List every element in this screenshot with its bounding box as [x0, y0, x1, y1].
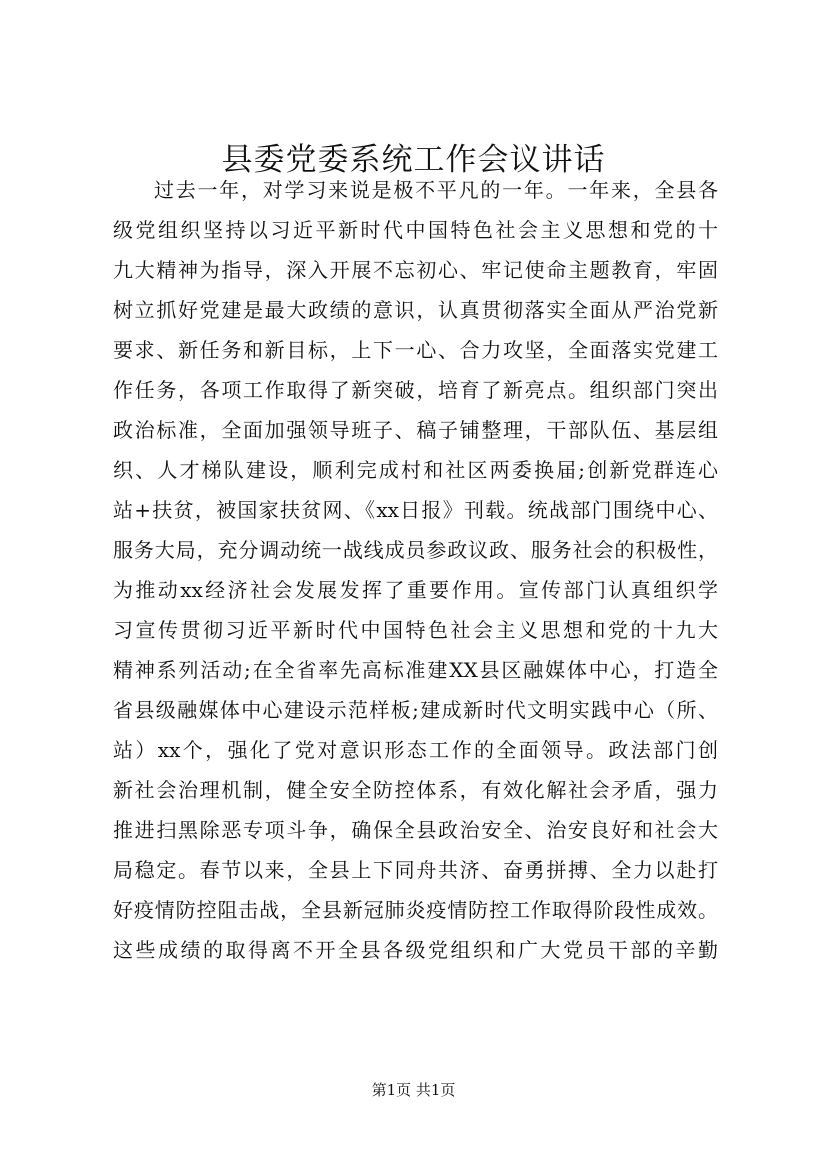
paragraph-line: 新社会治理机制，健全安全防控体系，有效化解社会矛盾，强力 — [113, 778, 718, 802]
paragraph-line: 服务大局，充分调动统一战线成员参政议政、服务社会的积极性， — [113, 538, 718, 562]
paragraph-line: 习宣传贯彻习近平新时代中国特色社会主义思想和党的十九大 — [113, 618, 718, 642]
paragraph-line: 级党组织坚持以习近平新时代中国特色社会主义思想和党的十 — [113, 218, 718, 242]
paragraph-line: 站）xx个，强化了党对意识形态工作的全面领导。政法部门创 — [113, 738, 718, 762]
page-number: 第1页 共1页 — [371, 1081, 456, 1099]
document-body — [113, 170, 718, 970]
paragraph-line: 过去一年，对学习来说是极不平凡的一年。一年来，全县各 — [154, 178, 718, 202]
paragraph-line: 省县级融媒体中心建设示范样板;建成新时代文明实践中心（所、 — [113, 698, 718, 722]
paragraph-line: 这些成绩的取得离不开全县各级党组织和广大党员干部的辛勤 — [113, 938, 718, 962]
paragraph-line: 作任务，各项工作取得了新突破，培育了新亮点。组织部门突出 — [113, 378, 718, 402]
paragraph-line: 政治标准，全面加强领导班子、稿子铺整理，干部队伍、基层组 — [113, 418, 718, 442]
paragraph-line: 要求、新任务和新目标，上下一心、合力攻坚，全面落实党建工 — [113, 338, 718, 362]
paragraph-line: 为推动xx经济社会发展发挥了重要作用。宣传部门认真组织学 — [113, 578, 718, 602]
paragraph-line: 九大精神为指导，深入开展不忘初心、牢记使命主题教育，牢固 — [113, 258, 718, 282]
paragraph-line: 好疫情防控阻击战，全县新冠肺炎疫情防控工作取得阶段性成效。 — [113, 898, 718, 922]
document-title: 县委党委系统工作会议讲话 — [221, 142, 606, 178]
paragraph-line: 站+扶贫，被国家扶贫网、《xx日报》刊载。统战部门围绕中心、 — [113, 498, 718, 522]
paragraph-line: 树立抓好党建是最大政绩的意识，认真贯彻落实全面从严治党新 — [113, 298, 718, 322]
paragraph-line: 局稳定。春节以来，全县上下同舟共济、奋勇拼搏、全力以赴打 — [113, 858, 718, 882]
paragraph-line: 精神系列活动;在全省率先高标准建XX县区融媒体中心，打造全 — [113, 658, 718, 682]
paragraph-line: 推进扫黑除恶专项斗争，确保全县政治安全、治安良好和社会大 — [113, 818, 718, 842]
paragraph-line: 织、人才梯队建设，顺利完成村和社区两委换届;创新党群连心 — [113, 458, 718, 482]
